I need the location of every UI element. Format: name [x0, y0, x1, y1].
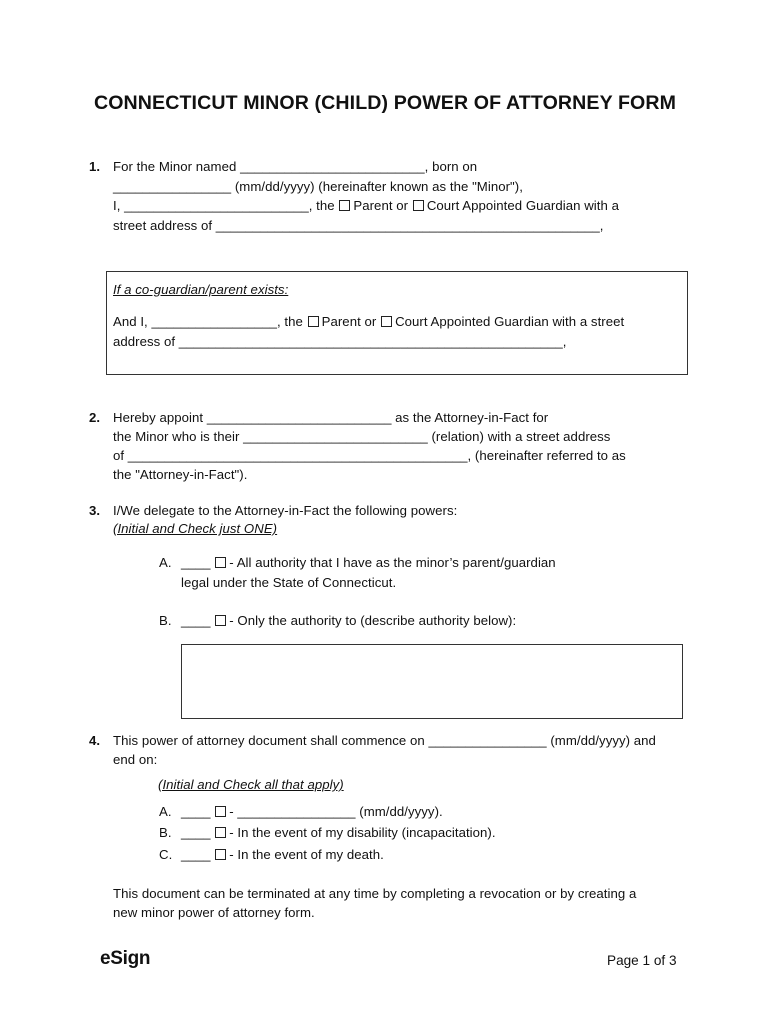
appoint-line: Hereby appoint _________________________ as the Attorney-in-Fact for	[113, 410, 549, 425]
co-guardian-line	[113, 312, 624, 331]
termination-line-2: new minor power of attorney form.	[113, 905, 315, 920]
section-2-number: 2.	[89, 410, 100, 425]
document-title: CONNECTICUT MINOR (CHILD) POWER OF ATTORNEY FORM	[93, 92, 677, 114]
end-a-label: A.	[159, 804, 172, 819]
esign-logo: eSign	[100, 948, 151, 969]
option-b-line	[181, 611, 516, 630]
page-number: Page 1 of 3	[607, 953, 677, 968]
end-b-initial-blank: ____	[181, 825, 211, 840]
commence-line: This power of attorney document shall commence on ________________ (mm/dd/yyyy) and	[113, 733, 656, 748]
end-a-text: - ________________ (mm/dd/yyyy).	[229, 804, 443, 819]
parent-label: Parent or	[353, 198, 409, 213]
co-guardian-address-line: address of ____________________________________________________,	[113, 334, 567, 349]
option-b-text: - Only the authority to (describe authority below):	[229, 613, 517, 628]
option-b-initial-blank: ____	[181, 613, 211, 628]
guardian-name-text: I, _________________________, the	[113, 198, 335, 213]
co-guardian-name-text: And I, _________________, the	[113, 314, 303, 329]
parent-checkbox[interactable]	[339, 200, 350, 211]
option-b-checkbox[interactable]	[215, 615, 226, 626]
end-b-label: B.	[159, 825, 172, 840]
attorney-in-fact-line: the "Attorney-in-Fact").	[113, 467, 248, 482]
end-b-text: - In the event of my disability (incapacitation).	[229, 825, 496, 840]
section-1-number: 1.	[89, 159, 100, 174]
end-note: (Initial and Check all that apply)	[158, 777, 344, 792]
street-address-line: street address of ____________________________________________________,	[113, 218, 604, 233]
court-guardian-label: Court Appointed Guardian with a	[426, 198, 619, 213]
option-b-label: B.	[159, 613, 172, 628]
option-a-initial-blank: ____	[181, 555, 211, 570]
minor-name-line: For the Minor named _________________________, born on	[113, 159, 478, 174]
authority-description-box[interactable]	[181, 644, 683, 719]
co-court-guardian-checkbox[interactable]	[381, 316, 392, 327]
minor-dob-line: ________________ (mm/dd/yyyy) (hereinafter known as the "Minor"),	[113, 179, 523, 194]
end-on-line: end on:	[113, 752, 158, 767]
court-guardian-checkbox[interactable]	[413, 200, 424, 211]
option-a-checkbox[interactable]	[215, 557, 226, 568]
end-c-label: C.	[159, 847, 173, 862]
end-c-line	[181, 845, 384, 864]
end-c-initial-blank: ____	[181, 847, 211, 862]
end-b-checkbox[interactable]	[215, 827, 226, 838]
section-3-number: 3.	[89, 503, 100, 518]
co-guardian-heading: If a co-guardian/parent exists:	[113, 282, 289, 297]
option-a-text-2: legal under the State of Connecticut.	[181, 575, 397, 590]
co-parent-label: Parent or	[321, 314, 377, 329]
option-a-text: - All authority that I have as the minor’s parent/guardian	[229, 555, 556, 570]
co-parent-checkbox[interactable]	[308, 316, 319, 327]
end-c-checkbox[interactable]	[215, 849, 226, 860]
end-b-line	[181, 823, 496, 842]
co-court-guardian-label: Court Appointed Guardian with a street	[395, 314, 625, 329]
attorney-address-line: of ______________________________________________, (hereinafter referred to as	[113, 448, 626, 463]
option-a-line	[181, 553, 556, 572]
termination-line-1: This document can be terminated at any time by completing a revocation or by creating a	[113, 886, 637, 901]
delegate-note: (Initial and Check just ONE)	[113, 521, 278, 536]
end-c-text: - In the event of my death.	[229, 847, 384, 862]
end-a-initial-blank: ____	[181, 804, 211, 819]
relation-line: the Minor who is their _________________________ (relation) with a street address	[113, 429, 611, 444]
section-4-number: 4.	[89, 733, 100, 748]
end-a-line	[181, 802, 443, 821]
option-a-label: A.	[159, 555, 172, 570]
end-a-checkbox[interactable]	[215, 806, 226, 817]
delegate-line: I/We delegate to the Attorney-in-Fact the following powers:	[113, 503, 458, 518]
guardian-line	[113, 196, 619, 215]
